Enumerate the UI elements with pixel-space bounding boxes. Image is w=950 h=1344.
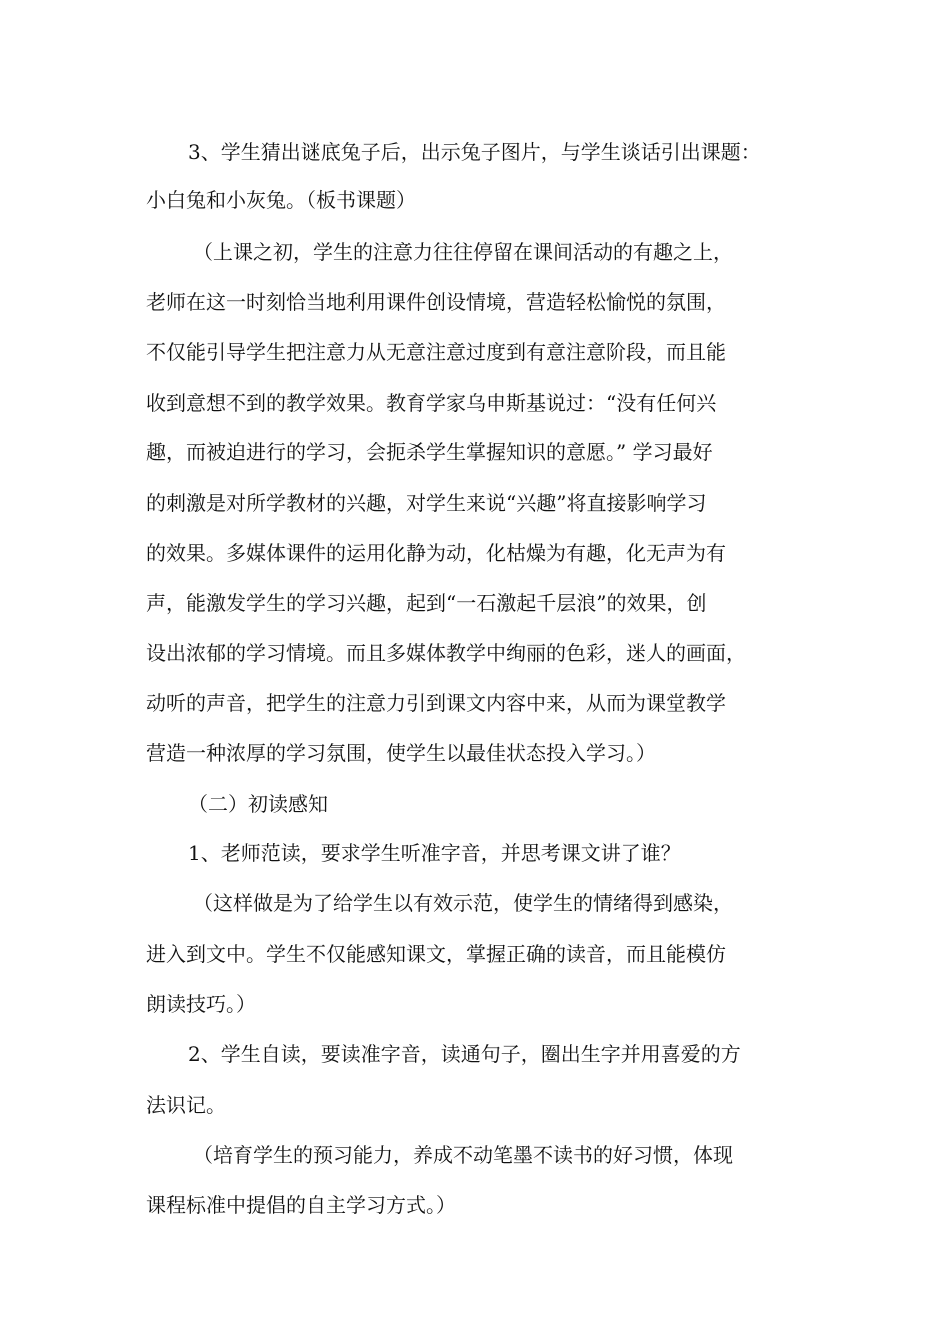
text-line: 的刺激是对所学教材的兴趣，对学生来说“兴趣”将直接影响学习: [146, 491, 707, 515]
text-line: 进入到文中。学生不仅能感知课文，掌握正确的读音，而且能模仿: [146, 942, 726, 966]
text-line: 朗读技巧。）: [146, 992, 256, 1016]
text-line: 设出浓郁的学习情境。而且多媒体教学中绚丽的色彩，迷人的画面，: [146, 641, 746, 665]
text-line: 声，能激发学生的学习兴趣，起到“一石激起千层浪”的效果，创: [146, 591, 707, 615]
text-line: （这样做是为了给学生以有效示范，使学生的情绪得到感染，: [193, 891, 733, 915]
text-line: 趣，而被迫进行的学习，会扼杀学生掌握知识的意愿。” 学习最好: [146, 440, 713, 464]
text-line: 1、老师范读，要求学生听准字音，并思考课文讲了谁？: [188, 841, 681, 865]
text-line: 3、学生猜出谜底兔子后，出示兔子图片，与学生谈话引出课题：: [188, 140, 761, 164]
text-line: 营造一种浓厚的学习氛围，使学生以最佳状态投入学习。）: [146, 741, 656, 765]
text-line: 收到意想不到的教学效果。教育学家乌申斯基说过：“没有任何兴: [146, 391, 717, 415]
text-line: 的效果。多媒体课件的运用化静为动，化枯燥为有趣，化无声为有: [146, 541, 726, 565]
text-line: （培育学生的预习能力，养成不动笔墨不读书的好习惯，体现: [193, 1143, 733, 1167]
text-line: 2、学生自读，要读准字音，读通句子，圈出生字并用喜爱的方: [188, 1042, 741, 1066]
section-heading: （二）初读感知: [188, 792, 328, 816]
text-line: 动听的声音，把学生的注意力引到课文内容中来，从而为课堂教学: [146, 691, 726, 715]
text-line: （上课之初，学生的注意力往往停留在课间活动的有趣之上，: [193, 240, 733, 264]
text-line: 小白兔和小灰兔。（板书课题）: [146, 188, 416, 212]
text-line: 不仅能引导学生把注意力从无意注意过度到有意注意阶段，而且能: [146, 340, 726, 364]
text-line: 课程标准中提倡的自主学习方式。）: [146, 1193, 456, 1217]
text-line: 法识记。: [146, 1093, 226, 1117]
text-line: 老师在这一时刻恰当地利用课件创设情境，营造轻松愉悦的氛围，: [146, 290, 726, 314]
